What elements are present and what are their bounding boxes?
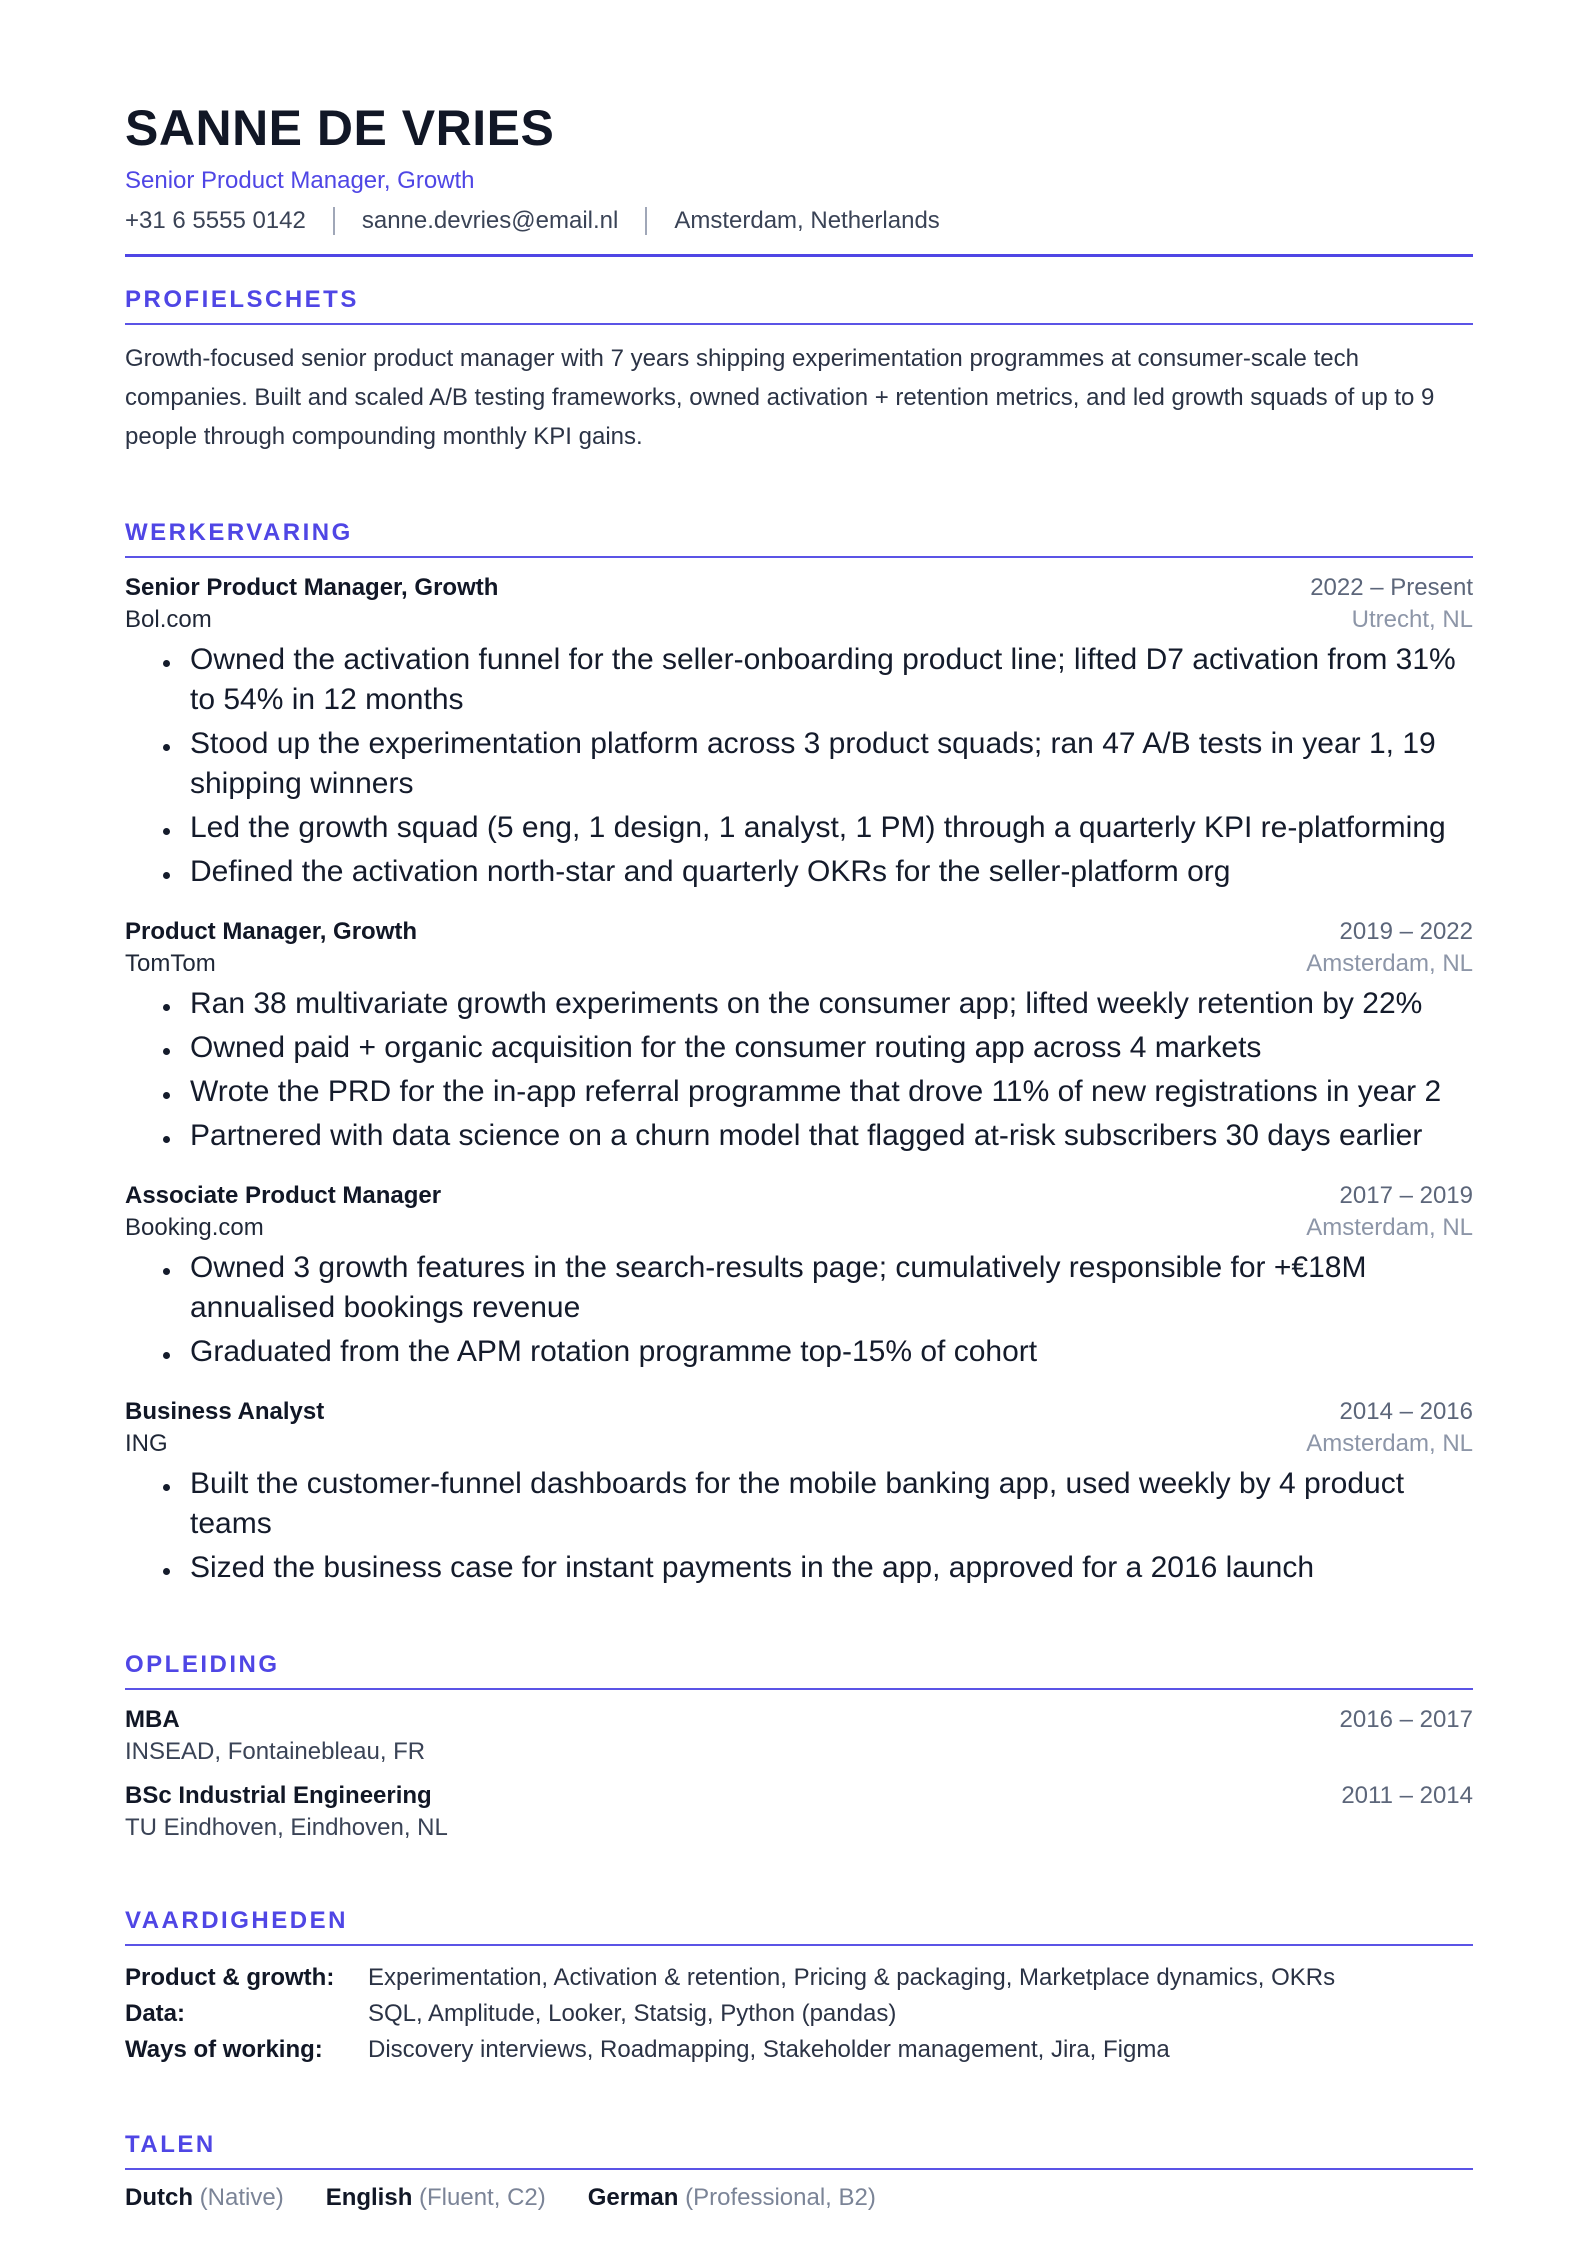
skill-label: Product & growth:: [125, 1964, 335, 1991]
job-location: Amsterdam, NL: [1306, 1214, 1473, 1241]
skill-label: Ways of working:: [125, 2036, 323, 2063]
job-bullet: Wrote the PRD for the in-app referral programme that drove 11% of new registrations in year 2: [125, 1072, 1473, 1112]
job-location: Utrecht, NL: [1351, 606, 1473, 633]
education-entry: [125, 1704, 1473, 1768]
contact-line: [125, 204, 1473, 238]
contact-separator: [333, 207, 335, 235]
job-title: Business Analyst: [125, 1398, 325, 1425]
job-location: Amsterdam, NL: [1306, 950, 1473, 977]
contact-phone[interactable]: +31 6 5555 0142: [125, 207, 306, 234]
skill-row: [125, 1996, 1473, 2032]
job-bullets: [125, 984, 1473, 1156]
contact-email[interactable]: sanne.devries@email.nl: [361, 207, 619, 234]
education-section: [125, 1650, 1473, 1844]
job-bullet: Owned paid + organic acquisition for the consumer routing app across 4 markets: [125, 1028, 1473, 1068]
language-item: [326, 2182, 546, 2214]
skill-row: [125, 2032, 1473, 2068]
language-item: [125, 2182, 284, 2214]
education-degree: BSc Industrial Engineering: [125, 1782, 432, 1809]
job-title: Senior Product Manager, Growth: [125, 574, 499, 601]
job-title: Product Manager, Growth: [125, 918, 418, 945]
section-title: PROFIELSCHETS: [125, 286, 359, 313]
language-item: [588, 2182, 876, 2214]
profile-section: [125, 285, 1473, 456]
education-entry: [125, 1780, 1473, 1844]
job-company: TomTom: [125, 950, 216, 977]
job-bullet: Defined the activation north-star and quarterly OKRs for the seller-platform org: [125, 852, 1473, 892]
job-bullet: Owned 3 growth features in the search-results page; cumulatively responsible for +€18M annualised bookings revenue: [125, 1248, 1473, 1328]
contact-separator: [645, 207, 647, 235]
section-title: VAARDIGHEDEN: [125, 1907, 348, 1934]
section-divider: [125, 1944, 1473, 1946]
job-bullets: [125, 1248, 1473, 1372]
resume-header: [125, 100, 1473, 257]
job-entry: [125, 1396, 1473, 1588]
job-bullet: Led the growth squad (5 eng, 1 design, 1 analyst, 1 PM) through a quarterly KPI re-platforming: [125, 808, 1473, 848]
job-bullet: Graduated from the APM rotation programme top-15% of cohort: [125, 1332, 1473, 1372]
section-title: OPLEIDING: [125, 1651, 280, 1678]
job-bullet: Built the customer-funnel dashboards for the mobile banking app, used weekly by 4 product teams: [125, 1464, 1473, 1544]
language-name: Dutch: [125, 2184, 193, 2211]
skills-list: [125, 1960, 1473, 2068]
section-title: TALEN: [125, 2131, 216, 2158]
job-company: ING: [125, 1430, 168, 1457]
job-entry: [125, 1180, 1473, 1372]
job-entry: [125, 916, 1473, 1156]
job-company: Booking.com: [125, 1214, 264, 1241]
section-divider: [125, 1688, 1473, 1690]
candidate-headline: Senior Product Manager, Growth: [125, 167, 475, 194]
contact-location: Amsterdam, Netherlands: [674, 207, 940, 234]
job-entry: [125, 572, 1473, 892]
job-title: Associate Product Manager: [125, 1182, 442, 1209]
experience-section: [125, 518, 1473, 1588]
job-bullet: Sized the business case for instant payments in the app, approved for a 2016 launch: [125, 1548, 1473, 1588]
job-location: Amsterdam, NL: [1306, 1430, 1473, 1457]
candidate-name: SANNE DE VRIES: [125, 100, 555, 156]
job-bullets: [125, 640, 1473, 892]
education-school: INSEAD, Fontainebleau, FR: [125, 1738, 426, 1765]
skill-value: Experimentation, Activation & retention, Pricing & packaging, Marketplace dynamics, OKRs: [368, 1964, 1336, 1991]
skills-section: [125, 1906, 1473, 2068]
resume-page: [125, 100, 1473, 2214]
job-company: Bol.com: [125, 606, 212, 633]
languages-list: [125, 2182, 1473, 2214]
skill-row: [125, 1960, 1473, 1996]
skill-value: SQL, Amplitude, Looker, Statsig, Python (pandas): [368, 2000, 897, 2027]
job-dates: 2017 – 2019: [1339, 1182, 1473, 1209]
job-dates: 2022 – Present: [1310, 574, 1473, 601]
section-divider: [125, 2168, 1473, 2170]
education-dates: 2011 – 2014: [1341, 1782, 1473, 1809]
section-title: WERKERVARING: [125, 519, 353, 546]
education-degree: MBA: [125, 1706, 180, 1733]
job-bullet: Owned the activation funnel for the seller-onboarding product line; lifted D7 activation from 31% to 54% in 12 months: [125, 640, 1473, 720]
language-level: (Fluent, C2): [419, 2184, 546, 2211]
skill-label: Data:: [125, 2000, 186, 2027]
job-dates: 2014 – 2016: [1339, 1398, 1473, 1425]
language-name: English: [325, 2184, 413, 2211]
language-level: (Professional, B2): [685, 2184, 876, 2211]
profile-summary: Growth-focused senior product manager with 7 years shipping experimentation programmes at consumer-scale tech companies. Built and scaled A/B testing frameworks, owned activation + retention metrics, and led growth squads of up to 9 people through compounding monthly KPI gains.: [125, 345, 1435, 450]
job-bullet: Partnered with data science on a churn model that flagged at-risk subscribers 30 days earlier: [125, 1116, 1473, 1156]
job-bullet: Ran 38 multivariate growth experiments on the consumer app; lifted weekly retention by 22%: [125, 984, 1473, 1024]
header-divider: [125, 254, 1473, 257]
job-bullet: Stood up the experimentation platform across 3 product squads; ran 47 A/B tests in year 1, 19 shipping winners: [125, 724, 1473, 804]
language-level: (Native): [199, 2184, 284, 2211]
section-divider: [125, 556, 1473, 558]
language-name: German: [587, 2184, 679, 2211]
job-bullets: [125, 1464, 1473, 1588]
section-divider: [125, 323, 1473, 325]
languages-section: [125, 2130, 1473, 2214]
education-school: TU Eindhoven, Eindhoven, NL: [125, 1814, 448, 1841]
education-dates: 2016 – 2017: [1339, 1706, 1473, 1733]
job-dates: 2019 – 2022: [1339, 918, 1473, 945]
skill-value: Discovery interviews, Roadmapping, Stakeholder management, Jira, Figma: [368, 2036, 1170, 2063]
